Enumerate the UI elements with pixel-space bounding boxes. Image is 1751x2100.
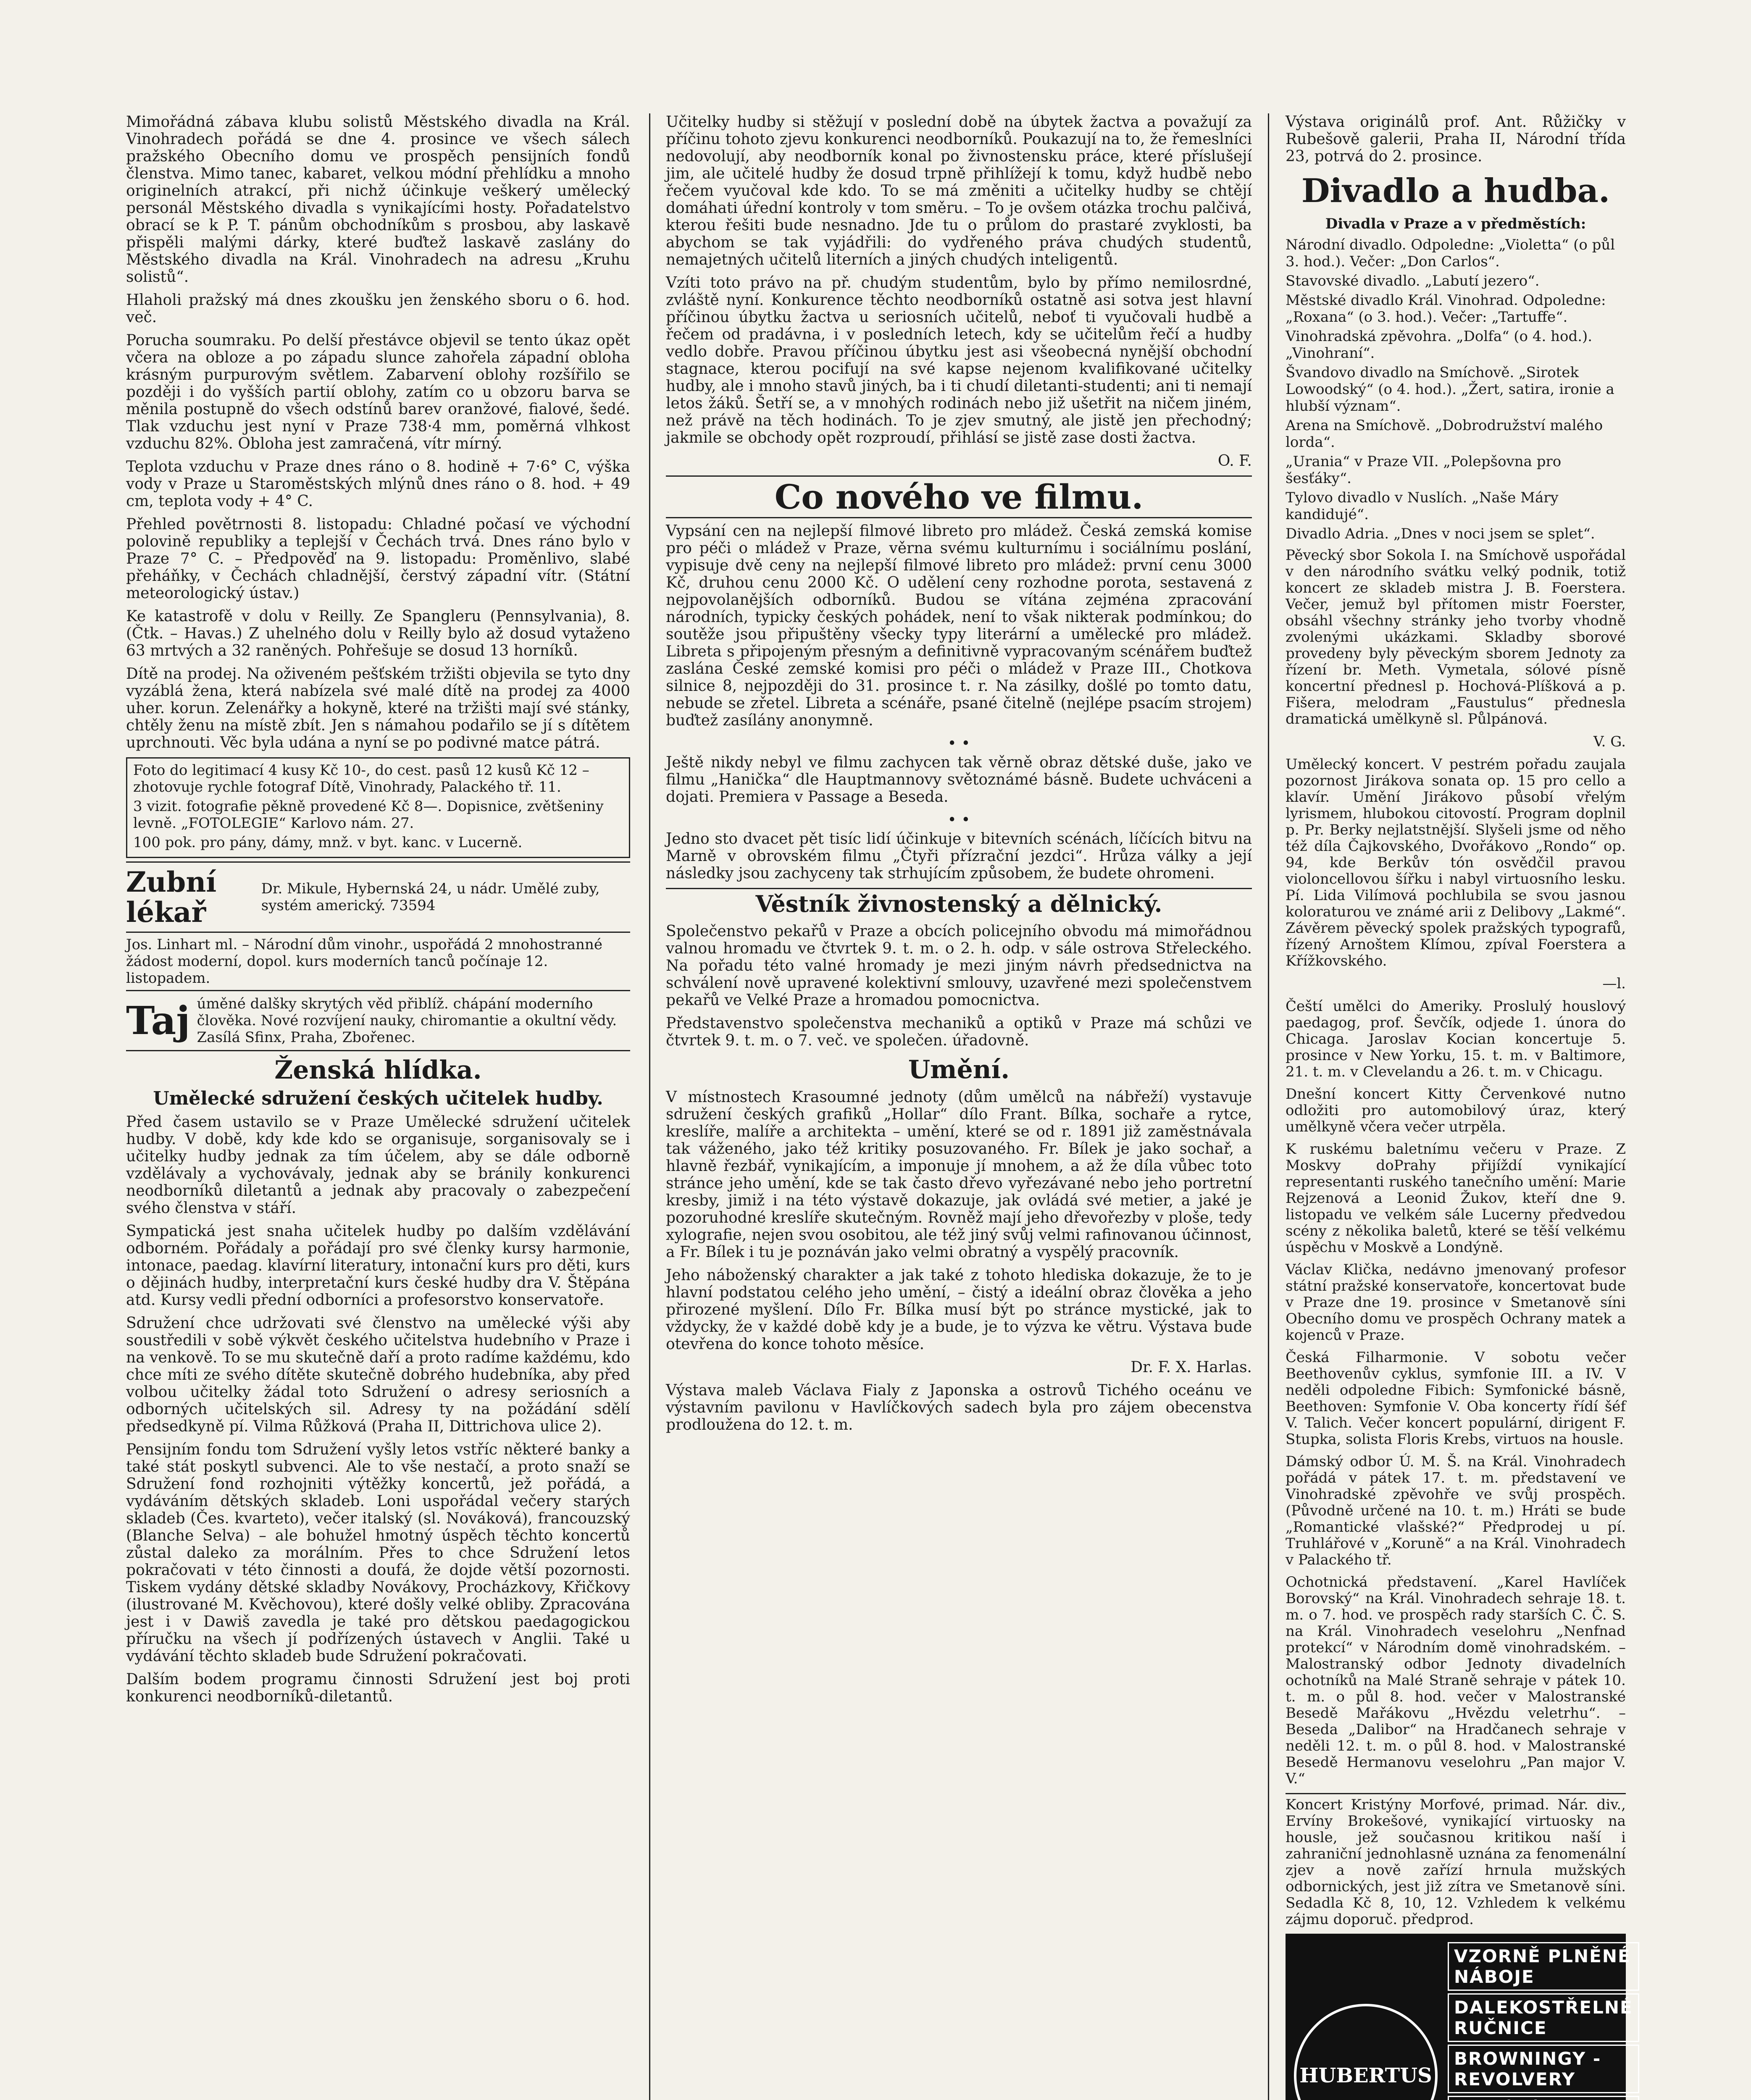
article-paragraph: Sdružení chce udržovati své členstvo na umělecké výši aby soustředili v sobě výkvět českého učitelstva hudebního v Praze i na venkově. To se mu skutečně daří a proto radíme každému, kdo chce míti ze svého dítěte skutečně dobrého hudebníka, aby před volbou učitelky žádal toto Sdružení o adresy seriosních a odborných učitelských sil. Adresy ty na požádání sdělí předsedkyně pí. Vilma Růžková (Praha II, Dittrichova ulice 2). — [126, 1315, 630, 1435]
signature: —l. — [1602, 975, 1626, 992]
signature: V. G. — [1593, 733, 1626, 750]
separator: • • — [947, 811, 970, 829]
ad-line — [1448, 2096, 1639, 2100]
article-paragraph: Jeho náboženský charakter a jak také z tohoto hlediska dokazuje, že to je hlavní podstatou celého jeho umění, – čistý a ideální obraz člověka a jeho přirozené myšlení. Dílo Fr. Bílka musí být po stránce mystické, jak to vždycky, že v každé době kdy je a bude, je to výzva ke větru. Výstava bude otevřena do konce tohoto měsíce. — [666, 1267, 1252, 1353]
repertoire-item: Arena na Smíchově. „Dobrodružství malého lorda“. — [1286, 417, 1603, 451]
ad-title: Zubní lékař — [126, 866, 217, 929]
section-title: Co nového ve filmu. — [666, 475, 1252, 518]
ad-line: VZORNĚ PLNĚNÉ NÁBOJE — [1448, 1942, 1639, 1991]
repertoire-item: Národní divadlo. Odpoledne: „Violetta“ (o půl 3. hod.). Večer: „Don Carlos“. — [1286, 236, 1615, 270]
section-title: Divadlo a hudba. — [1301, 172, 1610, 210]
news-item: K ruskému baletnímu večeru v Praze. Z Moskvy doPrahy přijíždí vynikající representanti ruského tanečního umění: Marie Rejzenová a Leonid Žukov, kteří dne 9. listopadu ve velkém sále Lucerny předvedou scény z několika baletů, které se těší velkému úspěchu v Moskvě a Londýně. — [1286, 1141, 1626, 1256]
news-item: Dámský odbor Ú. M. Š. na Král. Vinohradech pořádá v pátek 17. t. m. představení ve Vinohradské zpěvohře ve svůj prospěch. (Původně určené na 10. t. m.) Hráti se bude „Romantické vlašské?“ Předprodej u pí. Truhlářové v „Koruně“ a na Král. Vinohradech v Palackého tř. — [1286, 1453, 1626, 1568]
column-rule — [1268, 113, 1269, 2100]
article-paragraph: Pensijním fondu tom Sdružení vyšly letos vstříc některé banky a také stát poskytl subvenci. Ale to vše nestačí, a proto snaží se Sdružení fond rozhojniti výtěžky koncertů, jež pořádá, a vydáváním dětských skladeb. Loni uspořádal večery starých skladeb (Čes. kvarteto), večer italský (sl. Nováková), francouzský (Blanche Selva) – ale bohužel hmotný úspěch těchto koncertů zůstal daleko za morálním. Přes to chce Sdružení letos pokračovati v této činnosti a doufá, že dojde větší pozornosti. Tiskem vydány dětské skladby Novákovy, Procházkovy, Křičkovy (ilustrované M. Kvěchovou), které došly velké obliby. Zpracována jest i v Dawiš zavedla je také pro dětskou paedagogickou příručku na všech jí podřízených ústavech v Anglii. Také u vydávání těchto skladeb bude Sdružení pokračovati. — [126, 1441, 630, 1665]
article-paragraph: Představenstvo společenstva mechaniků a optiků v Praze má schůzi ve čtvrtek 9. t. m. o 7. več. ve společen. úřadovně. — [666, 1015, 1252, 1049]
news-item: Přehled povětrnosti 8. listopadu: Chladné počasí ve východní polovině republiky a teplejší v Čechách trvá. Dnes ráno bylo v Praze 7° C. – Předpověď na 9. listopadu: Proměnlivo, slabé přeháňky, v Čechách chladnější, čerstvý západní vítr. (Státní meteorologický ústav.) — [126, 516, 630, 602]
ad-line: 3 vizit. fotografie pěkně provedené Kč 8—. Dopisnice, zvětšeniny levně. „FOTOLEGIE“ Karlovo nám. 27. — [133, 798, 604, 832]
article-paragraph: V místnostech Krasoumné jednoty (dům umělců na nábřeží) vystavuje sdružení českých grafiků „Hollar“ dílo Frant. Bílka, sochaře a rytce, kreslíře, malíře a architekta – umění, které se od r. 1891 již zaměstnávala tak váženého, jako též kritiky posuzovaného. Fr. Bílek je jako sochař, a hlavně řezbář, vynikajícím, a imponuje jí mnohem, a až že díla vůbec toto stránce jeho umění, kde se tak často dřevo vyřezávané nebo jeho portretní kresby, jimiž i na této výstavě dokazuje, jak ovládá své metier, a jaké je pozoruhodné kreslíře skutečným. Rovněž mají jeho dřevořezby v ploše, tedy xylografie, nejen svou osobitou, ale též jiný svůj velmi rafinovanou účinnost, a Fr. Bílek i tu je poznáván jako velmi obratný a vyspělý pracovník. — [666, 1089, 1252, 1261]
news-item: Mimořádná zábava klubu solistů Městského divadla na Král. Vinohradech pořádá se dne 4. prosince ve všech sálech pražského Obecního domu ve prospěch pensijních fondů členstva. Mimo tanec, kabaret, velkou módní přehlídku a mnoho originelních atrakcí, při nichž účinkuje veškerý umělecký personál Městského divadla s vynikajícími hosty. Pořadatelstvo obrací se k P. T. pánům obchodníkům s prosbou, aby laskavě přispěli malými dárky, které buďtež laskavě zaslány do Městského divadla na Král. Vinohradech na adresu „Kruhu solistů“. — [126, 113, 630, 286]
repertoire-item: Městské divadlo Král. Vinohrad. Odpoledne: „Roxana“ (o 3. hod.). Večer: „Tartuffe“. — [1286, 292, 1606, 326]
news-item: Pěvecký sbor Sokola I. na Smíchově uspořádal v den národního svátku velký podnik, totiž koncert ze skladeb mistra J. B. Foerstera. Večer, jemuž byl přítomen mistr Foerster, obsáhl všechny stránky jeho tvorby vhodně zvolenými ukázkami. Skladby sborové provedeny byly pěveckým sborem Jednoty za řízení br. Meth. Vymetala, sólové písně koncertní přednesl p. Hochová-Plíšková a p. Fišera, melodram „Faustulus“ přednesla dramatická umělkyně sl. Půlpánová. — [1286, 547, 1626, 727]
article-paragraph: Sympatická jest snaha učitelek hudby po dalším vzdělávání odborném. Pořádaly a pořádají pro své členky kursy harmonie, intonace, paedag. klavírní literatury, intonační kurs pro děti, kurs o dějinách hudby, interpretační kurs české hudby dra V. Štěpána atd. Kursy vedli přední odborníci a profesorstvo konservatoře. — [126, 1223, 630, 1309]
article-paragraph: Ještě nikdy nebyl ve filmu zachycen tak věrně obraz dětské duše, jako ve filmu „Hanička“ dle Hauptmannovy světoznámé básně. Budete uchváceni a dojati. Premiera v Passage a Beseda. — [666, 754, 1252, 806]
column-left — [126, 113, 630, 1711]
article-paragraph: Vzíti toto právo na př. chudým studentům, bylo by přímo nemilosrdné, zvláště nyní. Konkurence těchto neodborníků ostatně asi sotva jest hlavní příčinou úbytku žactva u seriosních učitelů, neboť ti vyučovali hudbě a řečem od pradávna, i v posledních letech, kdy se učitelům řečí a hudby vedlo dobře. Pravou příčinou úbytku jest asi všeobecná nynější obchodní stagnace, kterou pocifují na své kapse nejenom kvalifikované učitelky hudby, ale i mnoho stavů jiných, ba i ti chudí diletanti-studenti; ani ti nemají letos žáků. Šetří se, a v mnohých rodinách nebo již ušetřit na ničem jiném, než právě na těch hodinách. To je zjev smutný, ale jistě jen přechodný; jakmile se obchody opět rozproudí, přihlásí se jistě zase dosti žactva. — [666, 274, 1252, 446]
ad-line: DALEKOSTŘELNÉ RUČNICE — [1448, 1993, 1639, 2042]
news-item: Dítě na prodej. Na oživeném pešťském tržišti objevila se tyto dny vyzáblá žena, která nabízela své malé dítě na prodej za 4000 uher. korun. Zelenářky a hokyně, které na tržišti mají své stánky, chtěly ženu na místě zbít. Jen s námahou podařilo se jí s dítětem uprchnouti. Věc byla udána a nyní se po podivné matce pátrá. — [126, 665, 630, 751]
article-paragraph: Před časem ustavilo se v Praze Umělecké sdružení učitelek hudby. V době, kdy kde kdo se organisuje, sorganisovaly se i učitelky hudby jednak za tím účelem, aby se dále odborně vzdělávaly a vychovávaly, jednak aby se bránily konkurenci neodborníků diletantů a jednak aby pracovaly o zabezpečení svého členstva v stáří. — [126, 1113, 630, 1217]
news-item: Hlaholi pražský má dnes zkoušku jen ženského sboru o 6. hod. več. — [126, 291, 630, 326]
news-item: Čeští umělci do Ameriky. Proslulý houslový paedagog, prof. Ševčík, odjede 1. února do Chicaga. Jaroslav Kocian koncertuje 5. prosince v New Yorku, 15. t. m. v Baltimore, 21. t. m. v Clevelandu a 26. t. m. v Chicagu. — [1286, 998, 1626, 1080]
article-title: Umělecké sdružení českých učitelek hudby. — [153, 1088, 603, 1109]
repertoire-item: Tylovo divadlo v Nuslích. „Naše Máry kandidujé“. — [1286, 489, 1559, 523]
ad-line: Jos. Linhart ml. – Národní dům vinohr., uspořádá 2 mnohostranné žádost moderní, dopol. kurs moderních tanců počínaje 12. listopadem. — [126, 936, 602, 987]
signature: Dr. F. X. Harlas. — [1131, 1359, 1252, 1376]
repertoire-item: Švandovo divadlo na Smíchově. „Sirotek Lowoodský“ (o 4. hod.). „Žert, satira, ironie a hlubší význam“. — [1286, 364, 1614, 415]
section-title: Ženská hlídka. — [274, 1055, 482, 1085]
repertoire-item: Stavovské divadlo. „Labutí jezero“. — [1286, 273, 1540, 289]
news-item: Výstava originálů prof. Ant. Růžičky v Rubešově galerii, Praha II, Národní třída 23, potrvá do 2. prosince. — [1286, 113, 1626, 165]
ad-text: Dr. Mikule, Hybernská 24, u nádr. Umělé zuby, systém americký. 73594 — [261, 880, 600, 914]
column-rule — [649, 113, 650, 2100]
logo-text: HUBERTUS — [1299, 2063, 1432, 2087]
column-right — [1286, 113, 1633, 2100]
article-paragraph: Vypsání cen na nejlepší filmové libreto pro mládež. Česká zemská komise pro péči o mládež v Praze, věrna svému kulturnímu i sociálnímu poslání, vypisuje dvě ceny na nejlepší filmové libreto pro mládež: první cenu 3000 Kč, druhou cenu 2000 Kč. O udělení ceny rozhodne porota, sestavená z nejpovolanějších odborníků. Budou se vítána zejména zpracování národních, typicky českých pohádek, není to však nikterak podmínkou; do soutěže jsou připuštěny všecky typy literární a umělecké pro mládež. Libreta s připojeným přesným a definitivně vypracovaným scénářem buďtež zaslána České zemské komisi pro péči o mládež v Praze III., Chotkova silnice 8, nejpozději do 31. prosince t. r. Na zásilky, došlé po tomto datu, nebude se zřetel. Libreta a scénáře, psané čitelně (nejlépe psacím strojem) buďtež zasílány anonymně. — [666, 522, 1252, 729]
news-item: Václav Klička, nedávno jmenovaný profesor státní pražské konservatoře, koncertovat bude v Praze dne 19. prosince v Smetanově síni Obecního domu ve prospěch Ochrany matek a kojenců v Praze. — [1286, 1261, 1626, 1344]
concert-notice: Koncert Kristýny Morfové, primad. Nár. div., Ervíny Brokešové, vynikající virtuosky na housle, jež současnou kritikou naší i zahraniční jednohlasně uznána za fenomenální zjev a nově zařízí hrnula mužských odbornických, jest již zítra ve Smetanově síni. Sedadla Kč 8, 10, 12. Vzhledem k velkému zájmu doporuč. předprod. — [1286, 1793, 1626, 1928]
newspaper-page — [126, 113, 1633, 2100]
classified-ads — [126, 757, 630, 858]
article-paragraph: Společenstvo pekařů v Praze a obcích policejního obvodu má mimořádnou valnou hromadu ve čtvrtek 9. t. m. o 2. h. odp. v sále ostrova Střeleckého. Na pořadu této valné hromady je mezi jiným návrh předsednictva na schválení nově upravené kolektivní smlouvy, uzavřené mezi společenstvem pekařů ve Velké Praze a hromadou pomocnictva. — [666, 923, 1252, 1009]
article-paragraph: Učitelky hudby si stěžují v poslední době na úbytek žactva a považují za příčinu tohoto zjevu konkurenci neodborníků. Poukazují na to, že řemeslníci nedovolují, aby neodborník konal po živnostensku práce, které příslušejí jim, ale učitelé hudby že dosud trpně přihlížejí k tomu, když hudbě nebo řečem vyučoval kde kdo. To se má změniti a učitelky hudby se chtějí domáhati úřední kontroly v tom směru. – To je ovšem otázka trochu palčivá, kterou řešiti bude nesnadno. Jde tu o průlom do prastaré zvyklosti, ba abychom se tak vyjádřili: do vydřeného práva chudých studentů, nemajetných učitelů literních a jiných chudých inteligentů. — [666, 113, 1252, 268]
article-paragraph: Dalším bodem programu činnosti Sdružení jest boj proti konkurenci neodborníků-diletantů. — [126, 1671, 630, 1705]
section-title: Věstník živnostenský a dělnický. — [666, 888, 1252, 919]
ad-line: Foto do legitimací 4 kusy Kč 10-, do cest. pasů 12 kusů Kč 12 – zhotovuje rychle fotograf Dítě, Vinohrady, Palackého tř. 11. — [133, 762, 589, 795]
repertoire-item: Divadlo Adria. „Dnes v noci jsem se splet“. — [1286, 525, 1595, 542]
hubertus-ad — [1286, 1934, 1633, 2100]
section-title: Umění. — [908, 1055, 1010, 1084]
news-item: Ochotnická představení. „Karel Havlíček Borovský“ na Král. Vinohradech sehraje 18. t. m. o 7. hod. ve prospěch rady starších C. Č. S. na Král. Vinohradech veselohru „Nenfnad protekcí“ v Národním domě vinohradském. – Malostranský odbor Jednoty divadelních ochotníků na Malé Straně sehraje v pátek 10. t. m. o půl 8. hod. večer v Malostranské Besedě Mařákovu „Hvězdu veletrhu“. – Beseda „Dalibor“ na Hradčanech sehraje v neděli 12. t. m. o půl 8. hod. v Malostranské Besedě Hermanovu veselohru „Pan major V. V.“ — [1286, 1574, 1626, 1787]
taj-ad — [126, 990, 630, 1051]
news-item: Porucha soumraku. Po delší přestávce objevil se tento úkaz opět včera na obloze a po západu slunce zahořela západní obloha krásným purpurovým světlem. Zabarvení oblohy rozšířilo se později i do vyšších partií oblohy, zatím co u obzoru barva se měnila postupně do všech odstínů barev oranžové, fialové, šedé. Tlak vzduchu jest nyní v Praze 738·4 mm, poměrná vlhkost vzduchu 82%. Obloha jest zamračená, vítr mírný. — [126, 332, 630, 452]
dentist-ad — [126, 861, 630, 933]
ad-text: úměné dalšky skrytých věd přiblíž. chápání moderního člověka. Nové rozvíjení nauky, chiromantie a okultní vědy. Zasílá Sfinx, Praha, Zbořenec. — [197, 995, 617, 1046]
article-paragraph: Výstava maleb Václava Fialy z Japonska a ostrovů Tichého oceánu ve výstavním pavilonu v Havlíčkových sadech byla pro zájem obecenstva prodloužena do 12. t. m. — [666, 1382, 1252, 1433]
ad-line: BROWNINGY - REVOLVERY — [1448, 2045, 1639, 2093]
ad-lines — [1448, 1942, 1639, 2100]
ad-title: Taj — [126, 998, 190, 1043]
news-item: Ke katastrofě v dolu v Reilly. Ze Spangleru (Pennsylvania), 8. (Čtk. – Havas.) Z uhelného dolu v Reilly bylo až dosud vytaženo 63 mrtvých a 32 raněných. Pohřešuje se dosud 13 horníků. — [126, 608, 630, 659]
ad-line: 100 pok. pro pány, dámy, mnž. v byt. kanc. v Lucerně. — [133, 834, 523, 851]
section-subtitle: Divadla v Praze a v předměstích: — [1325, 215, 1586, 232]
news-item: Dnešní koncert Kitty Červenkové nutno odložiti pro automobilový úraz, který umělkyně včera večer utrpěla. — [1286, 1086, 1626, 1135]
news-item: Umělecký koncert. V pestrém pořadu zaujala pozornost Jirákova sonata op. 15 pro cello a klavír. Umění Jirákovo působí vřelým lyrismem, hlubokou citovostí. Program doplnil p. Pr. Berky nejlatstnější. Slyšeli jsme od něho též díla Čajkovského, Dvořákovo „Rondo“ op. 94, kde Berkův tón osvědčil pravou violoncellovou šířku i nabyl virtuosního lesku. Pí. Lida Vilímová pochlubila se svou jasnou koloraturou ve známé arii z Delibovy „Lakmé“. Závěrem pěvecký spolek pražských typografů, řízený Arnoštem Klímou, zpíval Foerstera a Křížkovského. — [1286, 756, 1626, 969]
hubertus-logo — [1294, 2004, 1438, 2100]
separator: • • — [947, 735, 970, 752]
column-middle — [666, 113, 1252, 1439]
repertoire-item: „Urania“ v Praze VII. „Polepšovna pro šesťáky“. — [1286, 453, 1562, 487]
news-item: Teplota vzduchu v Praze dnes ráno o 8. hodině + 7·6° C, výška vody v Praze u Staroměstských mlýnů dnes ráno o 8. hod. + 49 cm, teplota vody + 4° C. — [126, 458, 630, 510]
news-item: Česká Filharmonie. V sobotu večer Beethovenův cyklus, symfonie III. a IV. V neděli odpoledne Fibich: Symfonické básně, Beethoven: Symfonie V. Oba koncerty řídí šéf V. Talich. Večer koncert populární, dirigent F. Stupka, solista Floris Krebs, virtuos na housle. — [1286, 1349, 1626, 1448]
repertoire-item: Vinohradská zpěvohra. „Dolfa“ (o 4. hod.). „Vinohraní“. — [1286, 328, 1593, 362]
signature: O. F. — [1217, 452, 1252, 470]
article-paragraph: Jedno sto dvacet pět tisíc lidí účinkuje v bitevních scénách, líčících bitvu na Marně v obrovském filmu „Čtyři přízrační jezdci“. Hrůza války a její následky jsou zachyceny tak strhujícím způsobem, že budete ohromeni. — [666, 830, 1252, 882]
